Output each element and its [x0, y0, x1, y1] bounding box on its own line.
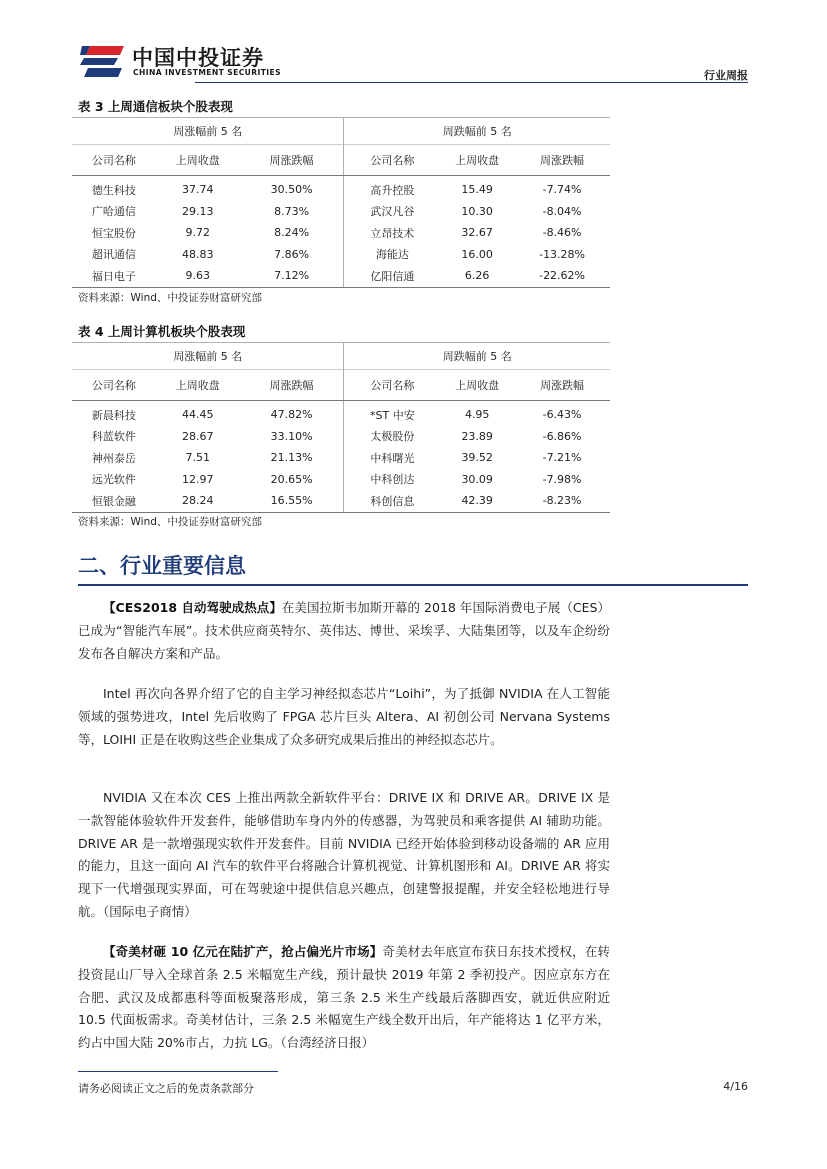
table-cell: 恒宝股份	[91, 226, 136, 240]
table-cell: -7.98%	[542, 472, 582, 486]
table-cell: 28.67	[181, 429, 214, 443]
table3-group-header	[72, 118, 610, 145]
table-row	[72, 176, 610, 201]
paragraph-text: NVIDIA 又在本次 CES 上推出两款全新软件平台：DRIVE IX 和 DRIVE AR。DRIVE IX 是一款智能体验软件开发套件，能够借助车身内外的传感器，为驾驶员和乘客提供 AI 辅助功能。DRIVE AR 是一款增强现实软件开发套件。目前 NVIDIA 已经开始体验到移动设备端的 AR 应用的能力，且这一面向 AI 汽车的软件平台将融合计算机视觉、计算机图形和 AI。DRIVE AR 将实现下一代增强现实界面，可在驾驶途中提供信息兴趣点，创建警报提醒，并安全轻松地进行导航。（国际电子商情）	[78, 790, 610, 919]
table-cell: 30.09	[461, 472, 493, 486]
table-cell: 33.10%	[270, 429, 313, 443]
table-cell: *ST 中安	[344, 401, 440, 426]
table-cell: 4.95	[464, 408, 490, 422]
table-cell: -6.43%	[542, 408, 582, 422]
company-logo	[80, 42, 280, 82]
column-header: 上周收盘	[440, 370, 514, 401]
table-cell: 39.52	[461, 451, 493, 465]
table-cell: 44.45	[181, 408, 214, 422]
footer-divider	[78, 1071, 278, 1072]
table-cell: 16.55%	[240, 490, 344, 512]
table-row	[72, 447, 610, 469]
table-cell: 21.13%	[270, 451, 313, 465]
column-header: 公司名称	[72, 370, 156, 401]
table-cell: 7.51	[185, 451, 210, 465]
table-cell: 武汉凡谷	[344, 201, 440, 223]
column-header: 上周收盘	[156, 370, 240, 401]
table4-column-header	[72, 370, 610, 401]
table-cell: 科蓝软件	[91, 430, 136, 444]
table4-group-right: 周跌幅前 5 名	[344, 343, 610, 370]
page-number: 4/16	[723, 1080, 748, 1093]
table-cell: -7.74%	[542, 183, 582, 197]
table3-group-right: 周跌幅前 5 名	[344, 118, 610, 145]
section-divider	[78, 584, 748, 586]
table4	[72, 342, 610, 513]
table-row	[72, 469, 610, 491]
table-cell: 23.89	[461, 429, 493, 443]
paragraph-text: 在美国拉斯韦加斯开幕的 2018 年国际消费电子展（CES）已成为“智能汽车展”。技术供应商英特尔、英伟达、博世、采埃孚、大陆集团等，以及车企纷纷发布各自解决方案和产品。	[78, 600, 611, 661]
paragraph-intel	[78, 683, 610, 751]
table-cell: 海能达	[344, 244, 440, 266]
table-cell: 8.73%	[274, 204, 310, 218]
paragraph-ces2018	[78, 597, 610, 665]
table-cell: 亿阳信通	[344, 265, 440, 287]
table-cell: 中科曙光	[344, 447, 440, 469]
column-header: 周涨跌幅	[514, 145, 610, 176]
footer-disclaimer: 请务必阅读正文之后的免责条款部分	[78, 1082, 254, 1095]
table-row	[72, 265, 610, 287]
table-cell: 7.12%	[240, 265, 344, 287]
table-cell: 中科创达	[344, 469, 440, 491]
table4-group-header	[72, 343, 610, 370]
column-header: 公司名称	[344, 370, 440, 401]
table-cell: 28.24	[156, 490, 240, 512]
table-cell: 42.39	[440, 490, 514, 512]
column-header: 周涨跌幅	[240, 145, 344, 176]
table-cell: 48.83	[181, 247, 214, 261]
column-header: 周涨跌幅	[514, 370, 610, 401]
table-cell: 8.24%	[274, 226, 310, 240]
table-cell: 太极股份	[344, 426, 440, 448]
table-cell: 高升控股	[344, 176, 440, 201]
column-header: 上周收盘	[156, 145, 240, 176]
table-cell: 科创信息	[344, 490, 440, 512]
table3-title: 表 3 上周通信板块个股表现	[78, 99, 233, 114]
table-cell: 15.49	[461, 183, 493, 197]
logo-mark-icon	[80, 44, 126, 78]
table-row	[72, 426, 610, 448]
table-cell: 29.13	[181, 204, 214, 218]
paragraph-heading: 【CES2018 自动驾驶成热点】	[103, 600, 282, 615]
paragraph-text: 奇美材去年底宣布获日东技术授权，在转投资昆山厂导入全球首条 2.5 米幅宽生产线，预计最快 2019 年第 2 季初投产。因应京东方在合肥、武汉及成都惠科等面板聚落形成，第三条 2.5 米生产线最后落脚西安，就近供应附近 10.5 代面板需求。奇美材估计，三条 2.5 米幅宽生产线全数开出后，年产能将达 1 亿平方米，约占中国大陆 20%市占，力抗 LG。（台湾经济日报）	[78, 944, 610, 1051]
table-cell: 神州泰岳	[91, 451, 136, 465]
table-cell: -6.86%	[542, 429, 582, 443]
table-cell: 16.00	[461, 247, 493, 261]
table4-group-left: 周涨幅前 5 名	[72, 343, 344, 370]
table-row	[72, 244, 610, 266]
table-cell: -7.21%	[542, 451, 582, 465]
table4-title: 表 4 上周计算机板块个股表现	[78, 324, 246, 339]
paragraph-chimei	[78, 941, 610, 1055]
table-cell: 立昂技术	[344, 222, 440, 244]
company-name-cn: 中国中投证券	[132, 46, 264, 70]
column-header: 公司名称	[344, 145, 440, 176]
table-cell: 32.67	[461, 226, 493, 240]
table-cell: 恒银金融	[72, 490, 156, 512]
page-header	[80, 42, 748, 84]
table-cell: -8.23%	[514, 490, 610, 512]
table-cell: 20.65%	[270, 472, 313, 486]
document-type: 行业周报	[704, 69, 748, 82]
table3-source: 资料来源：Wind、中投证券财富研究部	[78, 292, 262, 304]
table-cell: 超讯通信	[91, 248, 136, 262]
table-row	[72, 222, 610, 244]
column-header: 周涨跌幅	[240, 370, 344, 401]
header-divider	[195, 82, 748, 83]
column-header: 公司名称	[72, 145, 156, 176]
table-cell: 9.72	[185, 226, 210, 240]
table4-source: 资料来源：Wind、中投证券财富研究部	[78, 516, 262, 528]
table-cell: 福日电子	[72, 265, 156, 287]
table-cell: 9.63	[156, 265, 240, 287]
table-cell: 7.86%	[274, 247, 310, 261]
table-cell: 远光软件	[91, 473, 136, 487]
paragraph-heading: 【奇美材砸 10 亿元在陆扩产，抢占偏光片市场】	[103, 944, 383, 959]
table-row	[72, 401, 610, 426]
paragraph-text: Intel 再次向各界介绍了它的自主学习神经拟态芯片“Loihi”，为了抵御 NVIDIA 在人工智能领域的强势进攻，Intel 先后收购了 FPGA 芯片巨头 Altera、AI 初创公司 Nervana Systems 等，LOIHI 正是在收购这些企业集成了众多研究成果后推出的神经拟态芯片。	[78, 686, 610, 747]
table-cell: -13.28%	[539, 247, 586, 261]
company-name-en: CHINA INVESTMENT SECURITIES	[133, 68, 281, 77]
table-cell: 新晨科技	[91, 408, 136, 422]
table-cell: 6.26	[440, 265, 514, 287]
table-cell: 德生科技	[91, 183, 136, 197]
table-cell: 12.97	[181, 472, 214, 486]
table-row	[72, 490, 610, 512]
table3-group-left: 周涨幅前 5 名	[72, 118, 344, 145]
table-cell: 47.82%	[270, 408, 313, 422]
table-cell: 广哈通信	[91, 205, 136, 219]
table-cell: -8.04%	[542, 204, 582, 218]
table-cell: 10.30	[461, 204, 493, 218]
paragraph-nvidia	[78, 787, 610, 924]
table-row	[72, 201, 610, 223]
table-cell: 37.74	[181, 183, 214, 197]
table3-column-header	[72, 145, 610, 176]
table-cell: -8.46%	[542, 226, 582, 240]
table3	[72, 117, 610, 288]
column-header: 上周收盘	[440, 145, 514, 176]
section-title: 二、行业重要信息	[78, 554, 246, 578]
table-cell: 30.50%	[270, 183, 313, 197]
table-cell: -22.62%	[514, 265, 610, 287]
